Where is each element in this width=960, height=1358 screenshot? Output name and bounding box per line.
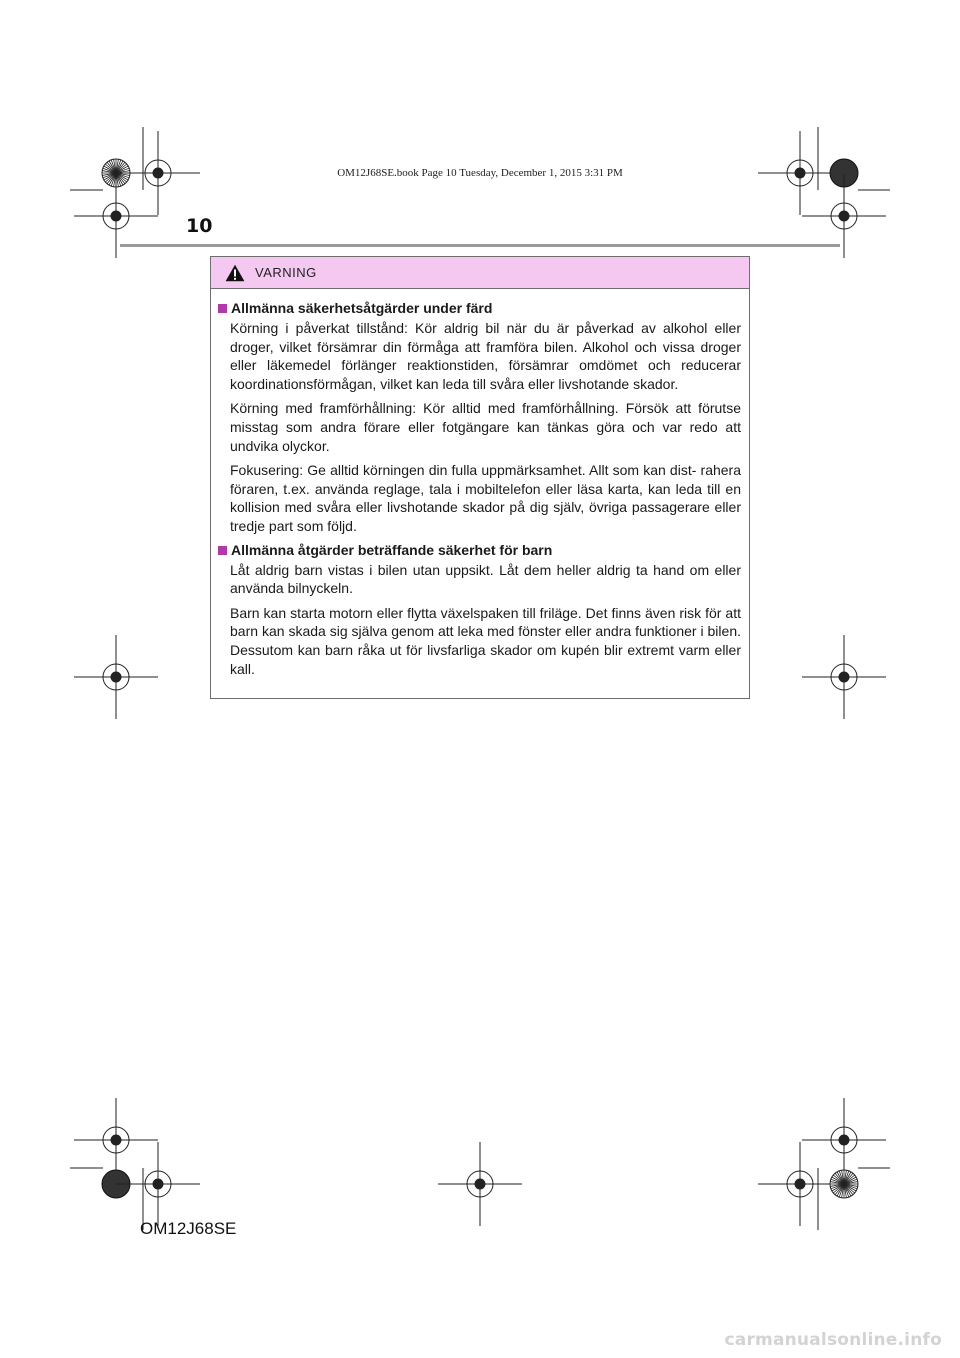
section-heading-text: Allmänna säkerhetsåtgärder under färd: [231, 300, 493, 316]
registration-mark-icon: [74, 635, 158, 719]
section-heading: [218, 542, 741, 559]
paragraph: Körning med framförhållning: Kör alltid med framförhållning. Försök att förutse misstag som andra förare eller fotgängare kan tänkas göra och var redo att undvika olyckor.: [230, 400, 741, 454]
section-heading-text: Allmänna åtgärder beträffande säkerhet för barn: [231, 541, 553, 558]
warning-triangle-icon: [225, 264, 245, 282]
registration-mark-icon: [758, 1142, 842, 1226]
warning-box: [210, 256, 750, 699]
registration-mark-icon: [438, 1142, 522, 1226]
header-rule: [120, 244, 840, 247]
paragraph: Låt aldrig barn vistas i bilen utan uppsikt. Låt dem heller aldrig ta hand om eller använda bilnyckeln.: [230, 561, 741, 597]
warning-body: [211, 289, 749, 678]
page-number: 10: [186, 215, 213, 237]
star-target-icon: [830, 1170, 858, 1198]
footer-code: OM12J68SE: [140, 1219, 237, 1238]
book-header: OM12J68SE.book Page 10 Tuesday, December 1, 2015 3:31 PM: [337, 167, 623, 179]
warning-title: VARNING: [255, 265, 317, 280]
paragraph: Fokusering: Ge alltid körningen din fulla uppmärksamhet. Allt som kan dist- rahera föraren, t.ex. använda reglage, tala i mobiltelefon eller läsa karta, kan leda till en kollision med svåra eller livshotande skador på dig själv, övriga passagerare eller tredje part som följd.: [230, 462, 741, 534]
registration-mark-icon: [116, 1142, 200, 1226]
warning-header: [211, 257, 749, 289]
bullet-square-icon: [218, 546, 227, 555]
section-heading: [218, 300, 741, 317]
registration-mark-icon: [74, 1098, 158, 1182]
registration-mark-icon: [802, 635, 886, 719]
bullet-square-icon: [218, 304, 227, 313]
paragraph: Barn kan starta motorn eller flytta växelspaken till friläge. Det finns även risk för att barn kan skada sig själva genom att leka med fönster eller andra funktioner i bilen. Dessutom kan barn råka ut för livsfarliga skador om kupén blir extremt varm eller kall.: [230, 604, 741, 677]
watermark: carmanualsonline.info: [724, 1330, 942, 1350]
registration-mark-icon: [802, 1098, 886, 1182]
paragraph: Körning i påverkat tillstånd: Kör aldrig bil när du är påverkad av alkohol eller droger, vilket försämrar din förmåga att framföra bilen. Alkohol och vissa droger eller läkemedel förlänger reaktionstiden, försämrar omdömet och reducerar koordinationsförmågan, vilket kan leda till svåra eller livshotande skador.: [230, 320, 741, 392]
